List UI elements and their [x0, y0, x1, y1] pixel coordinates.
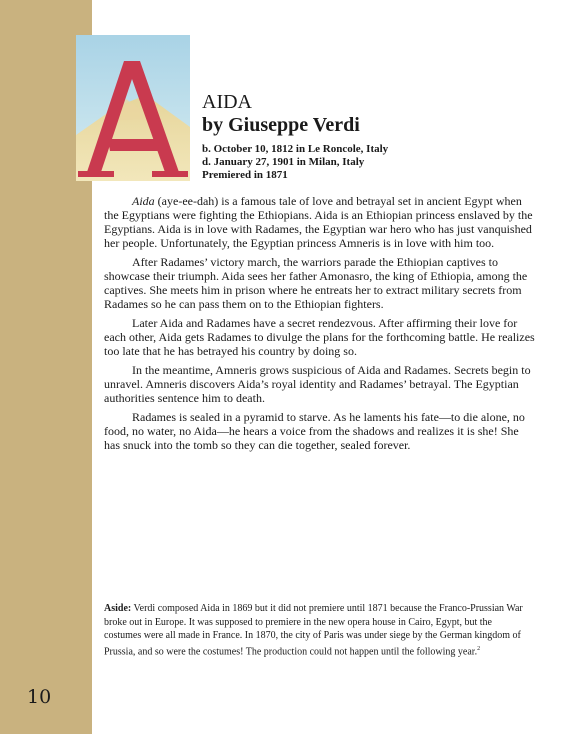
footnote-marker: 2: [477, 645, 481, 652]
pronunciation: (aye-ee-dah): [157, 194, 219, 208]
synopsis-paragraph: In the meantime, Amneris grows suspicious of Aida and Radames. Secrets begin to unravel. Amneris discovers Aida’s royal identity and Radames’ betrayal. The Egyptian authorities sentence him to death.: [104, 363, 531, 405]
synopsis-paragraph: Later Aida and Radames have a secret rendezvous. After affirming their love for each other, Aida gets Radames to divulge the plans for the forthcoming battle. He realizes too late that he has betrayed his country by doing so.: [104, 316, 535, 358]
synopsis: [104, 194, 536, 457]
opera-name-italic: Aida: [132, 194, 155, 208]
aside-text: Verdi composed Aida in 1869 but it did not premiere until 1871 because the Franco-Prussian War broke out in Europe. It was supposed to premiere in the new opera house in Cairo, Egypt, but the costumes were all made in France. In 1870, the city of Paris was under siege by the German kingdom of Prussia, and so were the costumes! The production could not happen until the following year.: [104, 603, 523, 657]
composer-facts: [202, 143, 562, 182]
aside-label: Aside:: [104, 603, 132, 614]
synopsis-paragraph: Radames is sealed in a pyramid to starve. As he laments his fate—to die alone, no food, no water, no Aida—he hears a voice from the shadows and realizes it is she! She has snuck into the tomb so they can die together, sealed forever.: [104, 410, 525, 452]
title-block: [202, 91, 562, 182]
premiere-info: Premiered in 1871: [202, 169, 288, 181]
watercolor-letter-a-icon: [76, 35, 190, 181]
page-number: 10: [27, 686, 52, 708]
illustration-svg: [76, 35, 190, 181]
death-info: d. January 27, 1901 in Milan, Italy: [202, 156, 365, 168]
synopsis-text: is a famous tale of love and betrayal set in ancient Egypt when the Egyptians were fighting the Ethiopians. Aida is an Ethiopian princess enslaved by the Egyptians. Aida is in love with Radames, the Egyptian war hero who has just vanquished her people. Unfortunately, the Egyptian princess Amneris is in love with him too.: [104, 194, 533, 250]
composer-line: by Giuseppe Verdi: [202, 114, 360, 136]
aside-note: [104, 602, 524, 658]
opera-title: AIDA: [202, 91, 252, 113]
birth-info: b. October 10, 1812 in Le Roncole, Italy: [202, 143, 389, 155]
synopsis-paragraph: After Radames’ victory march, the warriors parade the Ethiopian captives to showcase their triumph. Aida sees her father Amonasro, the king of Ethiopia, among the captives. She meets him in prison where he entreats her to extract military secrets from Radames so he can pass them on to the Ethiopian fighters.: [104, 255, 528, 311]
synopsis-paragraph: [104, 194, 536, 250]
